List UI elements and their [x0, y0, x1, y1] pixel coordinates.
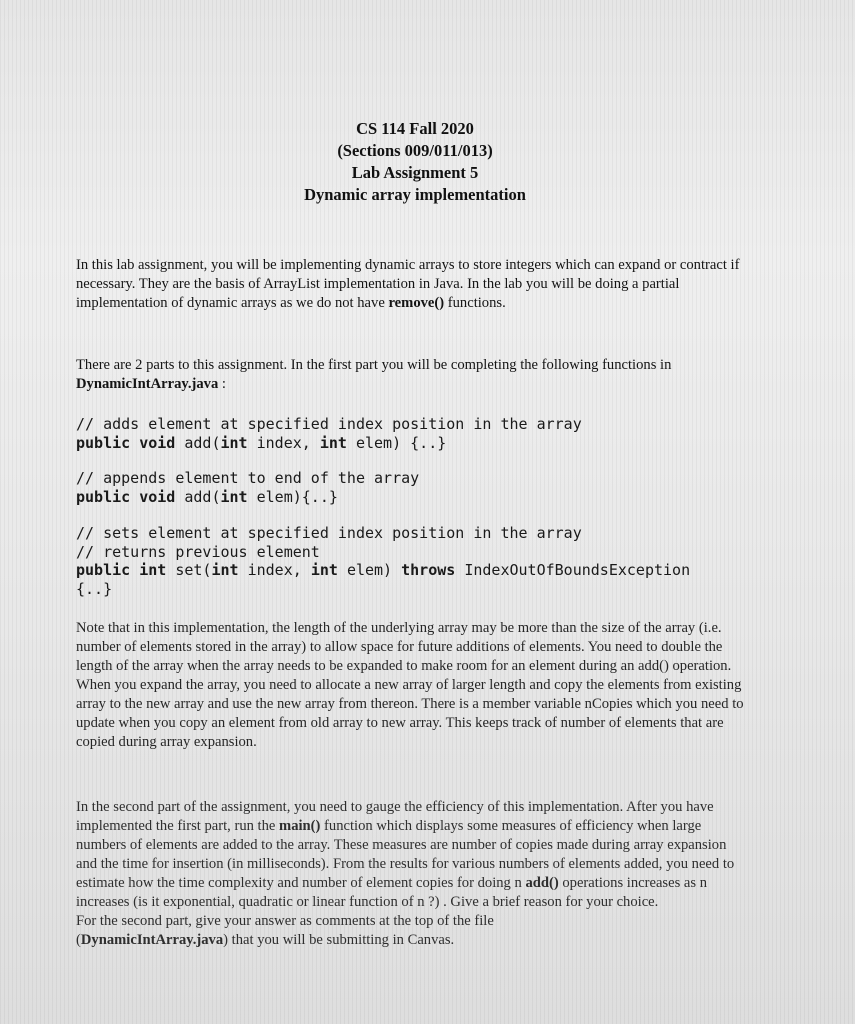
part2-paragraph [76, 798, 746, 950]
code-keyword: public [76, 487, 131, 506]
part2-line [76, 912, 746, 931]
code-block-add-append [76, 469, 756, 506]
part2-main-function: main() [279, 818, 321, 834]
code-comment: // returns previous element [76, 542, 320, 561]
part2-text: function which displays some measures of efficiency when large numbers of elements are added to the array. These measures are number of copies made during array expansion and the time for insertion (in milliseconds). From the results for various numbers of elements added, you need to estimate how the time complexity and number of element copies for doing n [76, 818, 735, 891]
note-paragraph: Note that in this implementation, the length of the underlying array may be more than the size of the array (i.e. number of elements stored in the array) to allow space for future additions of elements. You need to double the length of the array when the array needs to be expanded to make room for an element during an add() operation. When you expand the array, you need to allocate a new array of larger length and copy the elements from existing array to the new array and use the new array from thereon. There is a member variable nCopies which you need to update when you copy an element from old array to new array. This keeps track of number of elements that are copied during array expansion. [76, 620, 744, 750]
code-param: index, [256, 433, 311, 452]
code-method-name: add( [184, 487, 221, 506]
parts-text-end: : [218, 376, 226, 392]
code-param: elem){..} [256, 487, 338, 506]
intro-paragraph [76, 256, 746, 313]
assignment-number: Lab Assignment 5 [351, 163, 479, 182]
code-keyword: void [139, 433, 176, 452]
code-keyword: public [76, 561, 131, 579]
code-keyword: int [220, 487, 248, 506]
intro-text: In this lab assignment, you will be implementing dynamic arrays to store integers which can expand or contract if necessary. They are the basis of ArrayList implementation in Java. In the lab you will be doing a partial implementation of dynamic arrays as we do not have [76, 257, 740, 311]
parts-file-name: DynamicIntArray.java [76, 376, 219, 392]
part2-file-name: DynamicIntArray.java [80, 932, 224, 948]
code-comment: // adds element at specified index position in the array [76, 415, 582, 433]
code-keyword: int [220, 433, 248, 452]
parts-paragraph [76, 356, 746, 394]
code-block-add-index [76, 415, 756, 452]
code-keyword: int [319, 433, 347, 452]
code-param: elem) [346, 561, 393, 579]
code-method-name: set( [175, 561, 212, 579]
code-keyword: int [211, 561, 239, 579]
code-keyword: public [76, 433, 131, 452]
assignment-topic: Dynamic array implementation [304, 185, 526, 204]
part2-text-end: ) that you will be submitting in Canvas. [223, 932, 455, 948]
code-keyword: throws [401, 561, 456, 579]
intro-remove-function: remove() [388, 295, 445, 311]
part2-text: operations increases as n increases (is it exponential, quadratic or linear function of n ?) . Give a brief reason for your choice. [76, 875, 708, 910]
intro-text-end: functions. [444, 295, 506, 311]
code-block-set [76, 524, 756, 598]
assignment-header [0, 118, 830, 206]
part2-text: For the second part, give your answer as comments at the top of the file [76, 913, 494, 929]
code-keyword: int [139, 561, 167, 579]
part2-add-function: add() [525, 875, 559, 891]
code-keyword: void [139, 487, 176, 506]
parts-text: There are 2 parts to this assignment. In the first part you will be completing the following functions in [76, 357, 672, 373]
course-sections: (Sections 009/011/013) [337, 141, 493, 160]
code-comment: // appends element to end of the array [76, 469, 420, 487]
code-keyword: int [310, 561, 338, 579]
code-param: index, [247, 561, 302, 579]
code-param: elem) {..} [355, 433, 447, 452]
code-exception: IndexOutOfBoundsException [464, 561, 691, 579]
course-title: CS 114 Fall 2020 [356, 119, 474, 138]
part2-text: In the second part of the assignment, you need to gauge the efficiency of this implementation. After you have implemented the first part, run the [76, 799, 714, 834]
code-body: {..} [76, 579, 113, 598]
code-method-name: add( [184, 433, 221, 452]
part2-paren: ( [76, 932, 81, 948]
code-comment: // sets element at specified index position in the array [76, 524, 582, 542]
